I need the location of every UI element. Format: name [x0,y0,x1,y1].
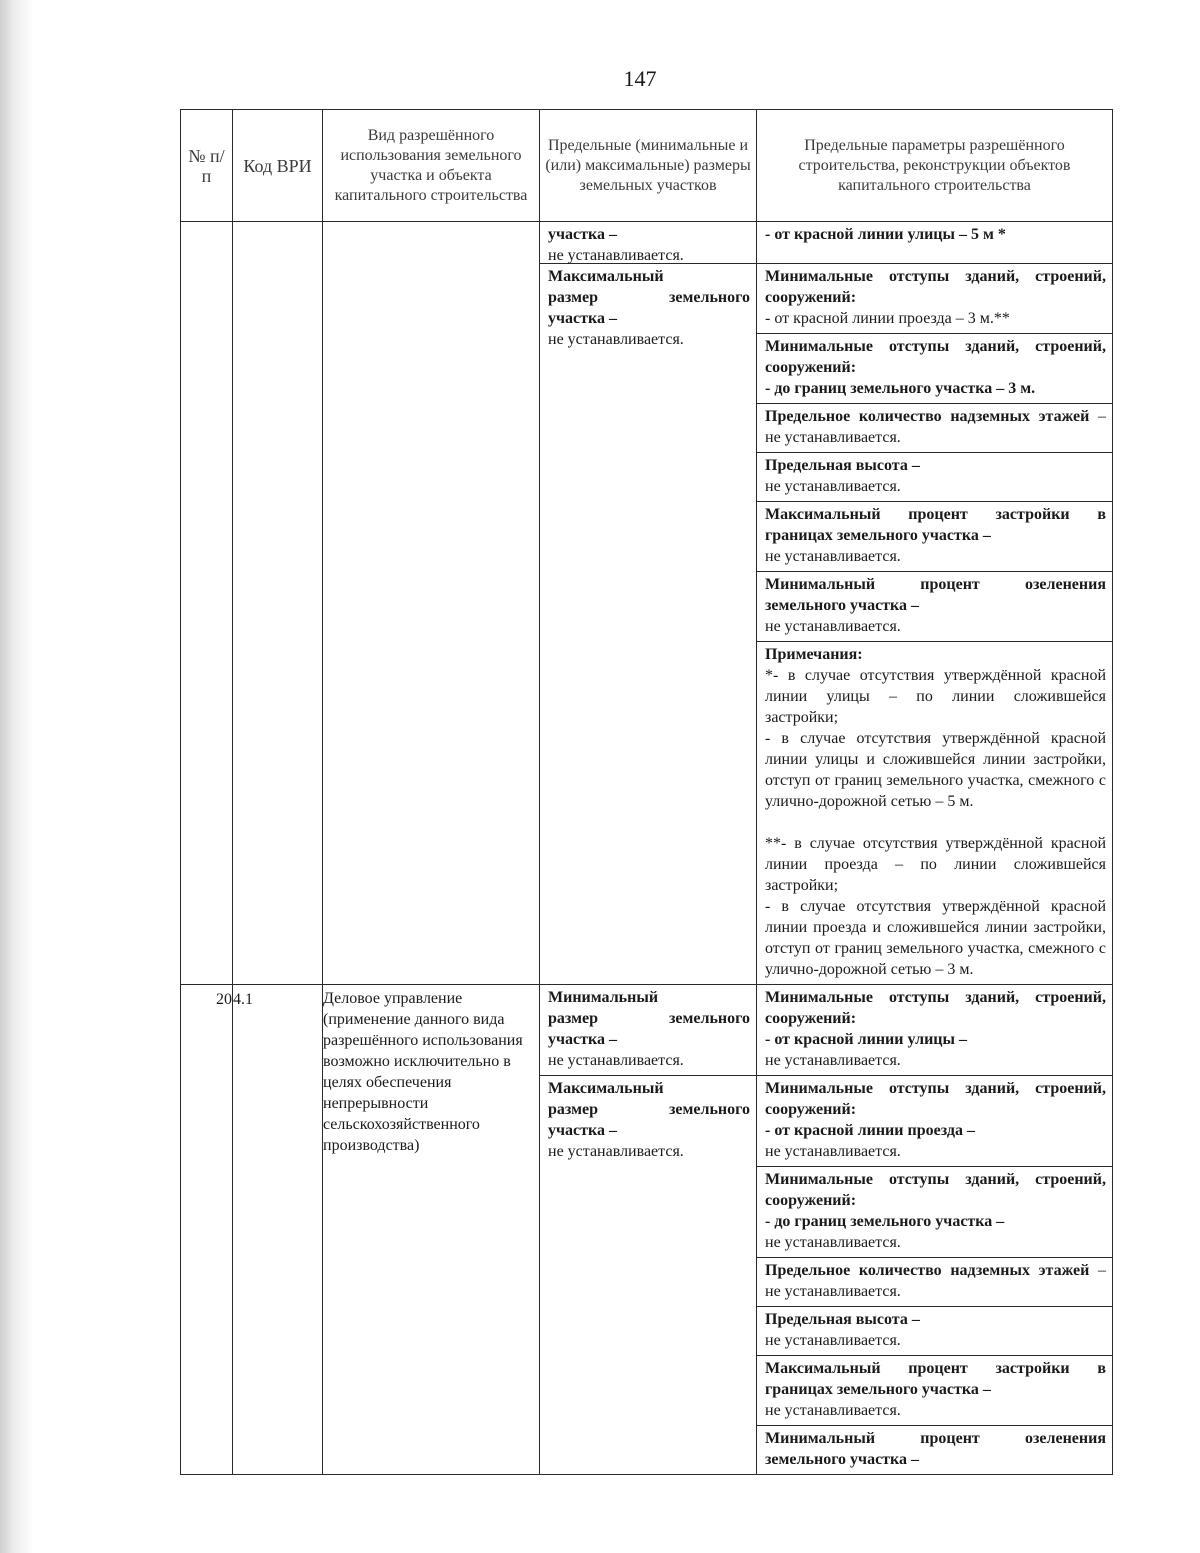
size-cell: Максимальный размер земельного участка – не устанавливается. [548,1080,750,1160]
row1-vid [323,222,540,985]
row1-sizes [540,222,757,985]
header-vid: Вид разрешённого использования земельного участка и объекта капитального строительства [323,110,540,222]
row2-sizes [540,985,757,1475]
param-cell: - от красной линии улицы – 5 м * [757,222,1112,264]
note: *- в случае отсутствия утверждённой красной линии улицы – по линии сложившейся застройки; [765,667,1106,726]
notes-title: Примечания: [765,646,863,663]
param-cell: Максимальный процент застройки в границах земельного участка – не устанавливается. [757,502,1112,572]
param-cell: Минимальные отступы зданий, строений, сооружений: - от красной линии проезда – не устанавливается. [757,1076,1112,1167]
page-number: 147 [623,66,657,91]
table-row [181,222,1113,985]
size-cell: Минимальный размер земельного участка – не устанавливается. [540,985,756,1076]
header-code: Код ВРИ [233,110,323,222]
param-cell: Минимальные отступы зданий, строений, сооружений: - до границ земельного участка – 3 м. [757,334,1112,404]
note: **- в случае отсутствия утверждённой красной линии проезда – по линии сложившейся застройки; [765,835,1106,894]
row1-code [233,222,323,985]
note: - в случае отсутствия утверждённой красной линии проезда и сложившейся линии застройки, отступ от границ земельного участка, смежного с улично-дорожной сетью – 3 м. [765,898,1106,978]
param-cell: Максимальный процент застройки в границах земельного участка – не устанавливается. [757,1356,1112,1426]
row1-num [181,222,233,985]
header-num: № п/п [181,110,233,222]
row2-vid: Деловое управление (применение данного вида разрешённого использования возможно исключительно в целях обеспечения непрерывности сельскохозяйственного производства) [323,985,540,1475]
header-params: Предельные параметры разрешённого строительства, реконструкции объектов капитального строительства [757,110,1113,222]
param-cell: Минимальные отступы зданий, строений, сооружений: - до границ земельного участка – не устанавливается. [757,1167,1112,1258]
param-cell: Предельное количество надземных этажей – не устанавливается. [757,1258,1112,1307]
param-cell: Предельная высота – не устанавливается. [757,1307,1112,1356]
param-cell: Минимальный процент озеленения земельного участка – [765,1430,1106,1468]
notes-cell [757,642,1112,984]
param-cell: Минимальный процент озеленения земельного участка – не устанавливается. [757,572,1112,642]
param-cell: Предельная высота – не устанавливается. [757,453,1112,502]
param-cell: Минимальные отступы зданий, строений, сооружений: - от красной линии проезда – 3 м.** [757,264,1112,334]
table-row [181,985,1113,1475]
param-cell: Предельное количество надземных этажей – не устанавливается. [757,404,1112,453]
row2-num: 20 [181,985,233,1475]
param-cell: Минимальные отступы зданий, строений, сооружений: - от красной линии улицы – не устанавливается. [757,985,1112,1076]
row1-params [757,222,1113,985]
scan-page-edge [0,0,34,1553]
row2-code: 4.1 [233,985,323,1475]
size-cell: Максимальный размер земельного участка – не устанавливается. [548,268,750,348]
note: - в случае отсутствия утверждённой красной линии улицы и сложившейся линии застройки, отступ от границ земельного участка, смежного с улично-дорожной сетью – 5 м. [765,730,1106,810]
zoning-table [180,109,1113,1475]
header-sizes: Предельные (минимальные и (или) максимальные) размеры земельных участков [540,110,757,222]
size-cell: участка – не устанавливается. [540,222,756,264]
row2-params [757,985,1113,1475]
table-header-row [181,110,1113,222]
